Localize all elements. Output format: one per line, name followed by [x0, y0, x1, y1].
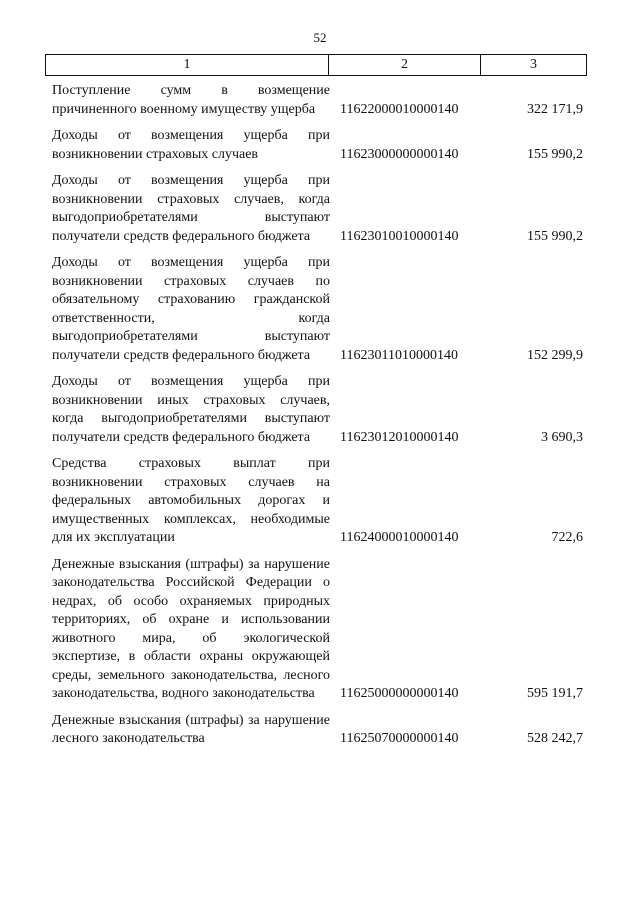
column-header-3: 3 [530, 57, 537, 72]
column-header-2: 2 [329, 55, 481, 75]
row-description: Доходы от возмещения ущерба при возникновении страховых случаев по обязательному страхованию гражданской ответственности, когда выгодоприобретателями выступают получатели средств федерального бюджета [52, 255, 330, 363]
row-amount: 722,6 [551, 530, 583, 545]
row-code: 11625070000000140 [340, 731, 459, 746]
row-description: Доходы от возмещения ущерба при возникновении страховых случаев, когда выгодоприобретателями выступают получатели средств федерального бюджета [52, 173, 330, 244]
table-body [52, 82, 587, 757]
table-row [52, 712, 587, 749]
row-amount: 322 171,9 [527, 101, 583, 117]
row-amount: 595 191,7 [527, 686, 583, 701]
table-row [52, 82, 587, 119]
table-row [52, 127, 587, 164]
row-code: 11623012010000140 [340, 429, 459, 445]
column-header-1: 1 [46, 55, 329, 75]
row-code: 11623010010000140 [340, 228, 459, 244]
row-code: 11624000010000140 [340, 530, 459, 545]
row-amount: 3 690,3 [541, 429, 583, 445]
table-row [52, 254, 587, 365]
row-amount: 155 990,2 [527, 146, 583, 162]
row-amount: 155 990,2 [527, 228, 583, 244]
table-row [52, 373, 587, 447]
row-description: Доходы от возмещения ущерба при возникновении иных страховых случаев, когда выгодоприобретателями выступают получатели средств федерального бюджета [52, 374, 330, 445]
row-description: Поступление сумм в возмещение причиненного военному имуществу ущерба [52, 83, 330, 117]
row-code: 11625000000000140 [340, 686, 459, 701]
row-amount: 528 242,7 [527, 731, 583, 746]
row-code: 11623011010000140 [340, 347, 458, 363]
page-number: 52 [313, 30, 327, 45]
table-row [52, 455, 587, 548]
row-amount: 152 299,9 [527, 347, 583, 363]
row-code: 11622000010000140 [340, 101, 459, 117]
row-description: Денежные взыскания (штрафы) за нарушение законодательства Российской Федерации о недрах, об особо охраняемых природных территориях, об охране и использовании животного мира, об экологической экспертизе, в области охраны окружающей среды, земельного законодательства, лесного законодательства, водного законодательства [52, 556, 330, 701]
row-description: Средства страховых выплат при возникновении страховых случаев на федеральных автомобильных дорогах и имущественных комплексах, необходимые для их эксплуатации [52, 456, 330, 545]
row-description: Доходы от возмещения ущерба при возникновении страховых случаев [52, 128, 330, 162]
table-row [52, 172, 587, 246]
table-header [45, 54, 587, 76]
row-code: 11623000000000140 [340, 146, 459, 162]
table-row [52, 556, 587, 704]
row-description: Денежные взыскания (штрафы) за нарушение лесного законодательства [52, 712, 330, 746]
